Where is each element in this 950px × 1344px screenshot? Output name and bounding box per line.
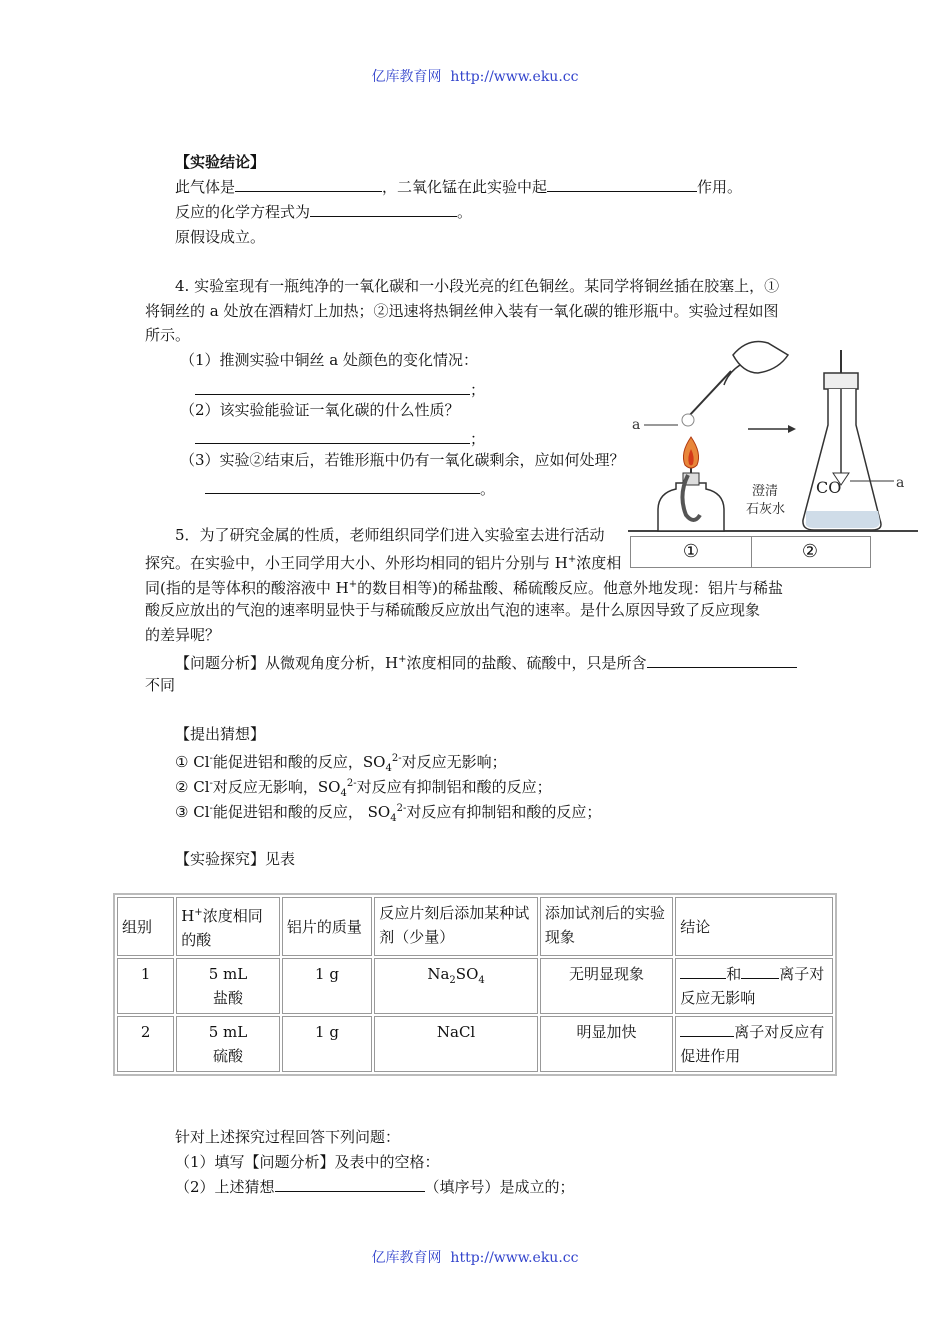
blank-row1-ion-a[interactable] (680, 962, 726, 979)
row2-phenomenon: 明显加快 (540, 1016, 673, 1072)
answers-intro: 针对上述探究过程回答下列问题： (175, 1128, 401, 1146)
answers-2: （2）上述猜想 （填序号）是成立的； (175, 1175, 575, 1199)
q5-line-4: 酸反应放出的气泡的速率明显快于与稀硫酸反应放出气泡的速率。是什么原因导致了反应现象 (145, 601, 761, 619)
q4-sub-1: （1）推测实验中铜丝 a 处颜色的变化情况： (180, 351, 479, 369)
label-limewater-1: 澄清 (752, 484, 779, 499)
table-header-row (117, 897, 833, 956)
row1-phenomenon: 无明显现象 (540, 958, 673, 1014)
blank-q4-2[interactable] (195, 427, 470, 444)
row2-conclusion: 离子对反应有 促进作用 (675, 1016, 833, 1072)
row1-reagent: $Na_2SO_4$ (374, 958, 538, 1014)
row2-reagent: NaCl (374, 1016, 538, 1072)
table-row (117, 958, 833, 1014)
q4-answer-3: 。 (205, 477, 495, 501)
q5-line-1: 5．为了研究金属的性质，老师组织同学们进入实验室去进行活动 (175, 526, 605, 544)
blank-equation[interactable] (310, 200, 457, 217)
blank-hypothesis-number[interactable] (275, 1175, 425, 1192)
col-group: 组别 (117, 897, 174, 956)
hypothesis-heading: 【提出猜想】 (175, 725, 266, 743)
hand-icon (682, 342, 788, 427)
figure-step-1: ① (630, 536, 752, 568)
label-limewater-2: 石灰水 (746, 502, 786, 517)
q4-answer-2: ； (195, 427, 485, 451)
q4-intro-3: 所示。 (145, 326, 191, 344)
col-phenomenon: 添加试剂后的实验现象 (540, 897, 673, 956)
figure-step-2: ② (750, 536, 871, 568)
blank-analysis[interactable] (647, 651, 797, 668)
label-a-left: a (632, 417, 641, 433)
col-conclusion: 结论 (675, 897, 833, 956)
row1-group: 1 (117, 958, 174, 1014)
q5-line-3: 同(指的是等体积的酸溶液中 H+的数目相等)的稀盐酸、稀硫酸反应。他意外地发现：铝片与稀盐 (145, 579, 783, 597)
q5-line-2: 探究。在实验中，小王同学用大小、外形均相同的铝片分别与 H+浓度相 (145, 554, 622, 572)
table-row (117, 1016, 833, 1072)
q5-line-5: 的差异呢？ (145, 626, 221, 644)
blank-role[interactable] (547, 175, 697, 192)
footer-url[interactable]: http://www.eku.cc (450, 1250, 579, 1266)
q4-intro-1: 4. 实验室现有一瓶纯净的一氧化碳和一小段光亮的红色铜丝。某同学将铜丝插在胶塞上，① (175, 277, 780, 295)
q4-intro-2: 将铜丝的 a 处放在酒精灯上加热；②迅速将热铜丝伸入装有一氧化碳的锥形瓶中。实验过程如图 (145, 302, 779, 320)
row2-mass: 1 g (282, 1016, 372, 1072)
page-footer (0, 1247, 950, 1267)
blank-q4-1[interactable] (195, 378, 470, 395)
label-a-right: a (896, 475, 905, 491)
col-acid: H+浓度相同的酸 (176, 897, 280, 956)
hypothesis-3: ③ Cl-能促进铝和酸的反应， $SO_4^{2-}$对反应有抑制铝和酸的反应； (175, 803, 602, 824)
row2-group: 2 (117, 1016, 174, 1072)
answers-1: （1）填写【问题分析】及表中的空格： (175, 1153, 440, 1171)
conclusion-heading: 【实验结论】 (175, 153, 266, 171)
blank-row2-ion[interactable] (680, 1020, 734, 1037)
row1-conclusion: 和 离子对 反应无影响 (675, 958, 833, 1014)
row1-mass: 1 g (282, 958, 372, 1014)
conclusion-line-2: 反应的化学方程式为 。 (175, 200, 472, 224)
q4-answer-1: ； (195, 378, 485, 402)
row2-acid: 5 mL 硫酸 (176, 1016, 280, 1072)
conclusion-line-3: 原假设成立。 (175, 228, 266, 246)
hypothesis-2: ② Cl-对反应无影响，$SO_4^{2-}$对反应有抑制铝和酸的反应； (175, 778, 552, 799)
col-mass: 铝片的质量 (282, 897, 372, 956)
conclusion-line-1: 此气体是 ，二氧化锰在此实验中起 作用。 (175, 175, 742, 199)
alcohol-lamp-icon (658, 437, 724, 531)
row1-acid: 5 mL 盐酸 (176, 958, 280, 1014)
experiment-figure (628, 325, 918, 570)
blank-gas[interactable] (235, 175, 382, 192)
footer-site: 亿库教育网 (371, 1250, 442, 1266)
header-site: 亿库教育网 (371, 69, 442, 85)
label-co: CO (816, 478, 842, 497)
q5-analysis-end: 不同 (145, 676, 176, 694)
explore-heading: 【实验探究】见表 (175, 850, 296, 868)
header-url[interactable]: http://www.eku.cc (450, 69, 579, 85)
q5-analysis: 【问题分析】从微观角度分析，H+浓度相同的盐酸、硫酸中，只是所含 (175, 648, 797, 675)
q4-sub-2: （2）该实验能验证一氧化碳的什么性质？ (180, 401, 460, 419)
page-header (0, 66, 950, 86)
hypothesis-1: ① Cl-能促进铝和酸的反应，$SO_4^{2-}$对反应无影响； (175, 753, 507, 774)
col-reagent: 反应片刻后添加某种试剂（少量） (374, 897, 538, 956)
q4-sub-3: （3）实验②结束后，若锥形瓶中仍有一氧化碳剩余，应如何处理？ (180, 451, 625, 469)
conical-flask-icon (803, 350, 881, 530)
blank-row1-ion-b[interactable] (741, 962, 779, 979)
blank-q4-3[interactable] (205, 477, 480, 494)
experiment-table (113, 893, 837, 1076)
